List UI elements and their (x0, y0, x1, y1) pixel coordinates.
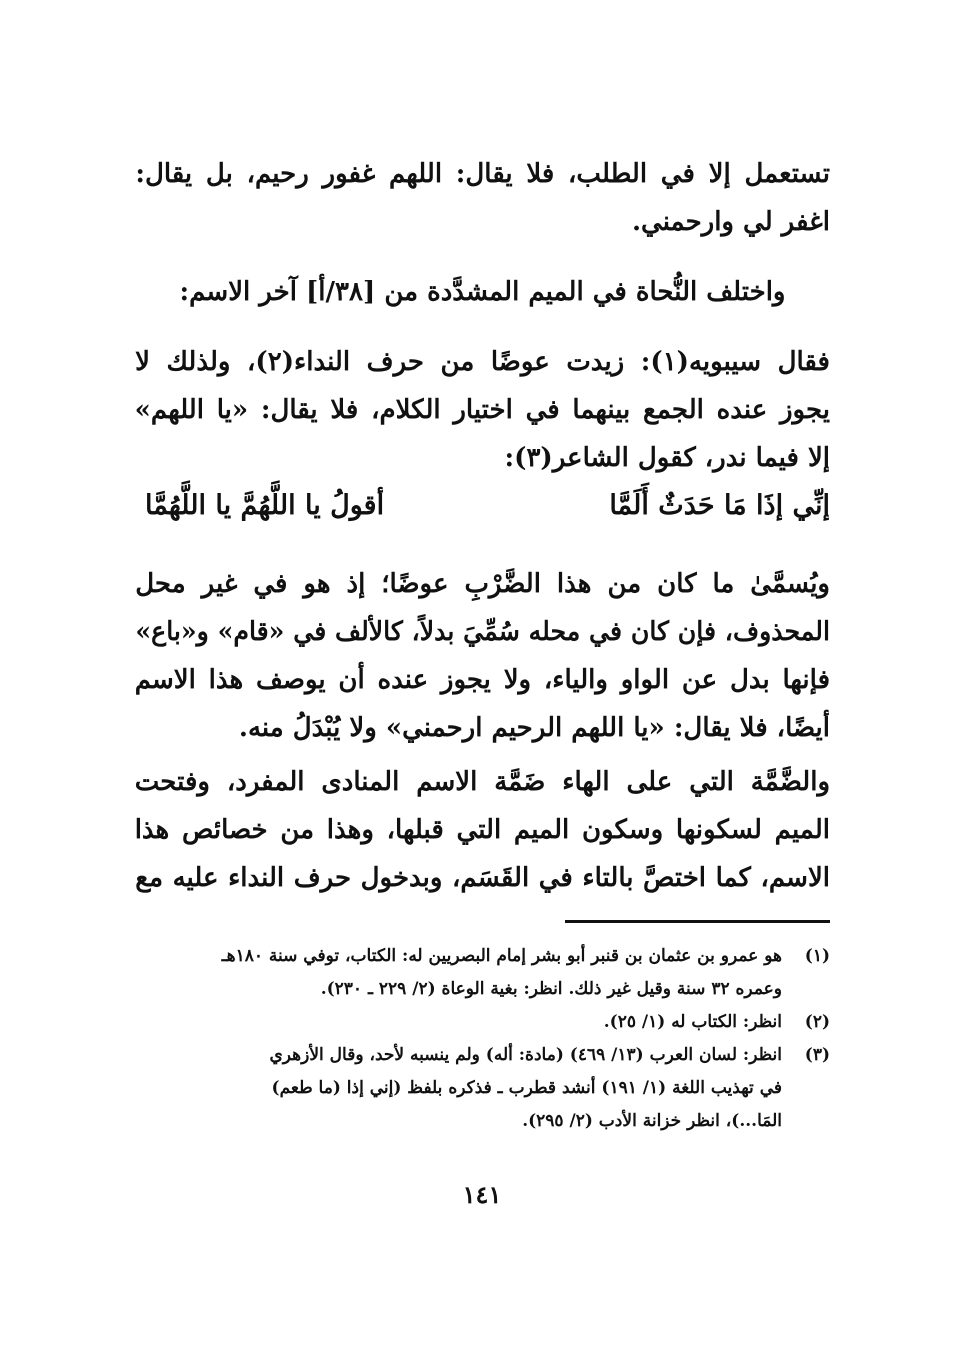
paragraph-2 (135, 268, 830, 316)
text-line: أيضًا، فلا يقال: «يا اللهم الرحيم ارحمني» ولا يُبْدَلُ منه. (238, 713, 830, 743)
text-line: إلا فيما ندر، كقول الشاعر(٣): (504, 443, 830, 473)
footnote-3 (135, 1039, 830, 1138)
text-line: تستعمل إلا في الطلب، فلا يقال: اللهم غفور رحيم، بل يقال: (135, 159, 830, 189)
text-line: اغفر لي وارحمني. (631, 207, 830, 237)
text-line: والضَّمَّة التي على الهاء ضَمَّة الاسم المنادى المفرد، وفتحت (134, 767, 830, 797)
footnote-number: (٢) (804, 1012, 830, 1032)
footnote-line: وعمره ٣٢ سنة وقيل غير ذلك. انظر: بغية الوعاة (٢/ ٢٢٩ ـ ٢٣٠). (320, 979, 782, 999)
footnote-separator (565, 920, 830, 923)
footnote-line: هو عمرو بن عثمان بن قنبر أبو بشر إمام البصريين له: الكتاب، توفي سنة ١٨٠هـ (221, 946, 782, 966)
verse-first-hemistich: إنِّي إذَا مَا حَدَثٌ أَلَمَّا (609, 490, 830, 521)
paragraph-4 (135, 560, 830, 752)
poetry-verse (135, 490, 830, 540)
text-line: الاسم، كما اختصَّ بالتاء في القَسَم، وبدخول حرف النداء عليه مع (135, 863, 830, 893)
footnote-line: في تهذيب اللغة (١/ ١٩١) أنشد قطرب ـ فذكره بلفظ (إني إذا (ما طعم) (271, 1078, 782, 1098)
text-line: يجوز عنده الجمع بينهما في اختيار الكلام، فلا يقال: «يا اللهم» (134, 395, 830, 425)
footnote-1 (135, 940, 830, 1006)
page-number: ١٤١ (462, 1180, 502, 1209)
text-line: واختلف النُّحاة في الميم المشدَّدة من [٣٨/أ] آخر الاسم: (179, 277, 786, 307)
footnote-line: المَا...)، انظر خزانة الأدب (٢/ ٢٩٥). (522, 1111, 782, 1131)
footnotes (135, 940, 830, 1138)
paragraph-1 (135, 150, 830, 246)
verse-second-hemistich: أقولُ يا اللَّهُمَّ يا اللَّهُمَّا (145, 490, 385, 521)
footnote-number: (١) (804, 946, 830, 966)
footnote-line: انظر: الكتاب له (١/ ٢٥). (603, 1012, 782, 1032)
paragraph-3 (135, 338, 830, 482)
paragraph-5 (135, 758, 830, 902)
text-line: فقال سيبويه(١): زيدت عوضًا من حرف النداء(٢)، ولذلك لا (135, 347, 830, 377)
footnote-2 (135, 1006, 830, 1039)
footnote-number: (٣) (804, 1045, 830, 1065)
text-line: المحذوف، فإن كان في محله سُمِّيَ بدلاً، كالألف في «قام» و«باع» (135, 617, 830, 647)
footnote-line: انظر: لسان العرب (١٣/ ٤٦٩) (مادة: أله) ولم ينسبه لأحد، وقال الأزهري (269, 1045, 782, 1065)
text-line: فإنها بدل عن الواو والياء، ولا يجوز عنده أن يوصف هذا الاسم (134, 665, 830, 695)
text-line: الميم لسكونها وسكون الميم التي قبلها، وهذا من خصائص هذا (134, 815, 830, 845)
text-line: ويُسمَّىٰ ما كان من هذا الضَّرْبِ عوضًا؛ إذ هو في غير محل (135, 569, 830, 599)
